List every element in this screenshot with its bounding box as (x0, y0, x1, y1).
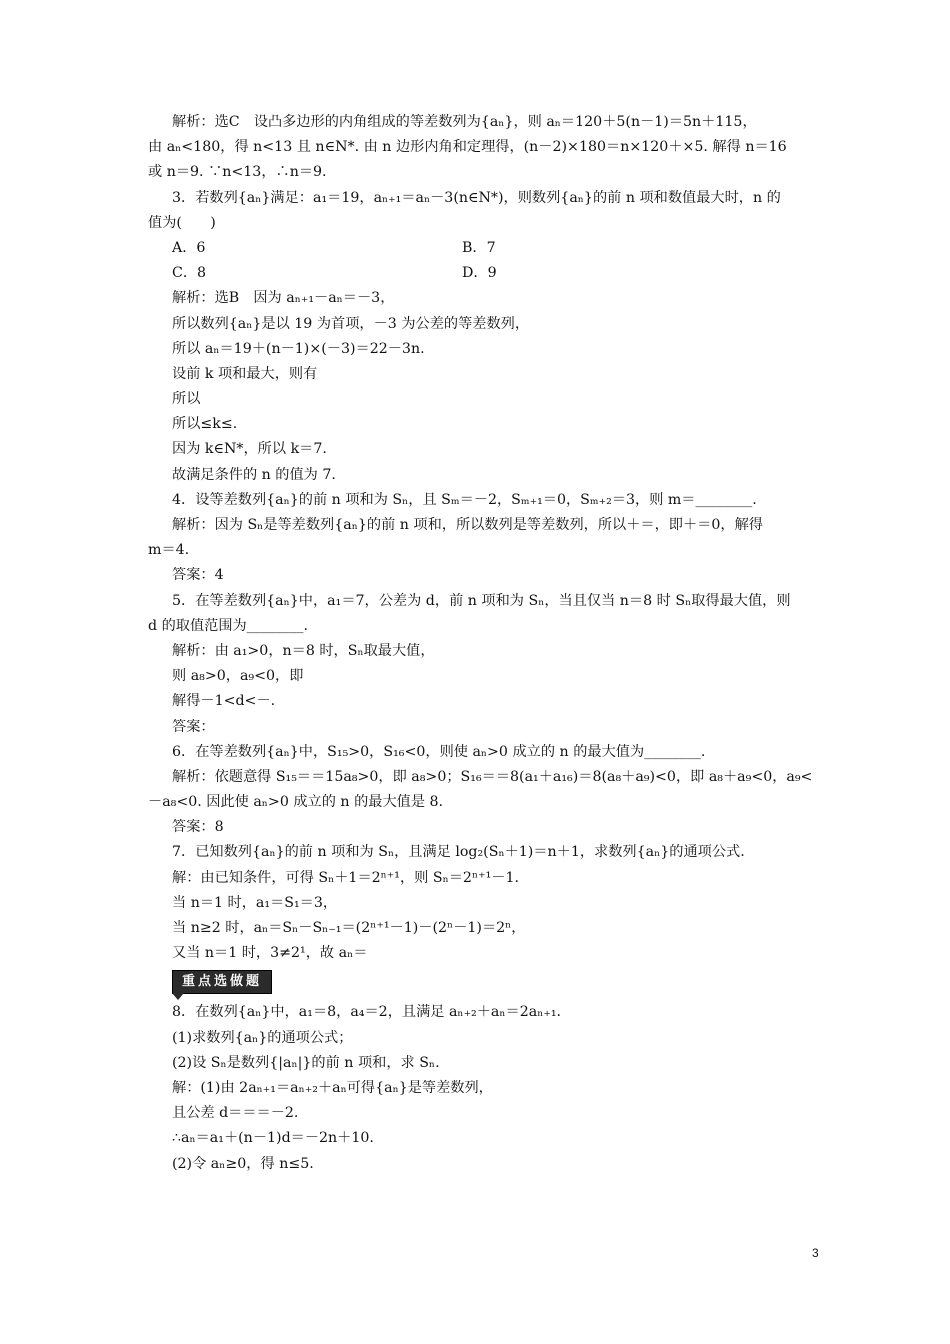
question-6: 6．在等差数列{aₙ}中，S₁₅>0，S₁₆<0，则使 aₙ>0 成立的 n 的最大值为________. (172, 743, 706, 760)
text-line: 且公差 d＝＝＝－2. (172, 1105, 299, 1122)
section-badge-row (148, 966, 828, 1000)
question-8: 8．在数列{aₙ}中，a₁＝8，a₄＝2，且满足 aₙ₊₂＋aₙ＝2aₙ₊₁. (172, 1004, 562, 1021)
text-line: 解：由已知条件，可得 Sₙ＋1＝2ⁿ⁺¹，则 Sₙ＝2ⁿ⁺¹－1. (172, 869, 519, 886)
question-4: 4．设等差数列{aₙ}的前 n 项和为 Sₙ，且 Sₘ＝－2，Sₘ₊₁＝0，Sₘ₊₂＝3，则 m＝________. (172, 491, 757, 508)
text-line: 当 n≥2 时，aₙ＝Sₙ－Sₙ₋₁＝(2ⁿ⁺¹－1)－(2ⁿ－1)＝2ⁿ， (172, 920, 526, 936)
badge-tail-icon (172, 993, 184, 1000)
text-line: 解析：选B 因为 aₙ₊₁－aₙ＝－3， (172, 290, 395, 307)
options-row (148, 236, 828, 261)
text-line: m＝4. (148, 542, 190, 559)
question-3: 3．若数列{aₙ}满足：a₁＝19，aₙ₊₁＝aₙ－3(n∈N*)，则数列{aₙ}的前 n 项和数值最大时，n 的 (172, 189, 781, 206)
option-d: D．9 (462, 265, 497, 282)
text-line: 解析：由 a₁>0，n＝8 时，Sₙ取最大值， (172, 642, 435, 659)
option-c: C．8 (172, 265, 207, 282)
text-line: 解析：选C 设凸多边形的内角组成的等差数列为{aₙ}，则 aₙ＝120＋5(n－1)＝5n＋115， (172, 114, 757, 130)
text-line: 所以≤k≤. (172, 416, 238, 433)
option-a: A．6 (172, 239, 206, 256)
text-line: 则 a₈>0，a₉<0，即 (172, 668, 304, 685)
section-badge: 重点选做题 (172, 970, 272, 994)
text-line: 当 n＝1 时，a₁＝S₁＝3， (172, 894, 338, 911)
text-line: d 的取值范围为________. (148, 617, 308, 634)
text-line: 又当 n＝1 时，3≠2¹，故 aₙ＝ (172, 945, 368, 962)
options-row (148, 261, 828, 286)
answer-line: 答案：4 (172, 567, 224, 584)
text-line: (2)设 Sₙ是数列{|aₙ|}的前 n 项和，求 Sₙ. (172, 1054, 440, 1071)
question-5: 5．在等差数列{aₙ}中，a₁＝7，公差为 d，前 n 项和为 Sₙ，当且仅当 n＝8 时 Sₙ取得最大值，则 (172, 592, 791, 609)
option-b: B．7 (462, 239, 496, 256)
text-line: 解：(1)由 2aₙ₊₁＝aₙ₊₂＋aₙ可得{aₙ}是等差数列， (172, 1079, 493, 1096)
text-line: ∴aₙ＝a₁＋(n－1)d＝－2n＋10. (172, 1130, 374, 1147)
text-line: 或 n＝9. ∵n<13，∴n＝9. (148, 164, 327, 181)
text-line: 所以数列{aₙ}是以 19 为首项，－3 为公差的等差数列， (172, 315, 530, 332)
answer-line: 答案：8 (172, 819, 224, 836)
text-line: 解析：依题意得 S₁₅＝＝15a₈>0，即 a₈>0；S₁₆＝＝8(a₁＋a₁₆)＝8(a₈＋a₉)<0，即 a₈＋a₉<0，a₉< (172, 768, 813, 785)
text-line: (1)求数列{aₙ}的通项公式； (172, 1029, 353, 1046)
page-number: 3 (812, 1246, 819, 1260)
text-line: 解析：因为 Sₙ是等差数列{aₙ}的前 n 项和，所以数列是等差数列，所以＋＝，即＋＝0，解得 (172, 517, 763, 533)
text-line: 设前 k 项和最大，则有 (172, 365, 318, 382)
text-line: 因为 k∈N*，所以 k＝7. (172, 441, 327, 458)
text-line: 故满足条件的 n 的值为 7. (172, 466, 336, 483)
text-line: 值为( ) (148, 214, 216, 231)
text-line: (2)令 aₙ≥0，得 n≤5. (172, 1155, 314, 1172)
page-content (148, 110, 828, 1177)
text-line: 所以 (172, 391, 201, 408)
text-line: －a₈<0. 因此使 aₙ>0 成立的 n 的最大值是 8. (148, 794, 444, 811)
question-7: 7．已知数列{aₙ}的前 n 项和为 Sₙ，且满足 log₂(Sₙ＋1)＝n＋1，求数列{aₙ}的通项公式. (172, 844, 745, 861)
text-line: 所以 aₙ＝19＋(n－1)×(－3)＝22－3n. (172, 340, 425, 357)
text-line: 解得－1<d<－. (172, 693, 276, 710)
text-line: 由 aₙ<180，得 n<13 且 n∈N*. 由 n 边形内角和定理得，(n－2)×180＝n×120＋×5. 解得 n＝16 (148, 139, 787, 156)
answer-line: 答案： (172, 718, 215, 735)
